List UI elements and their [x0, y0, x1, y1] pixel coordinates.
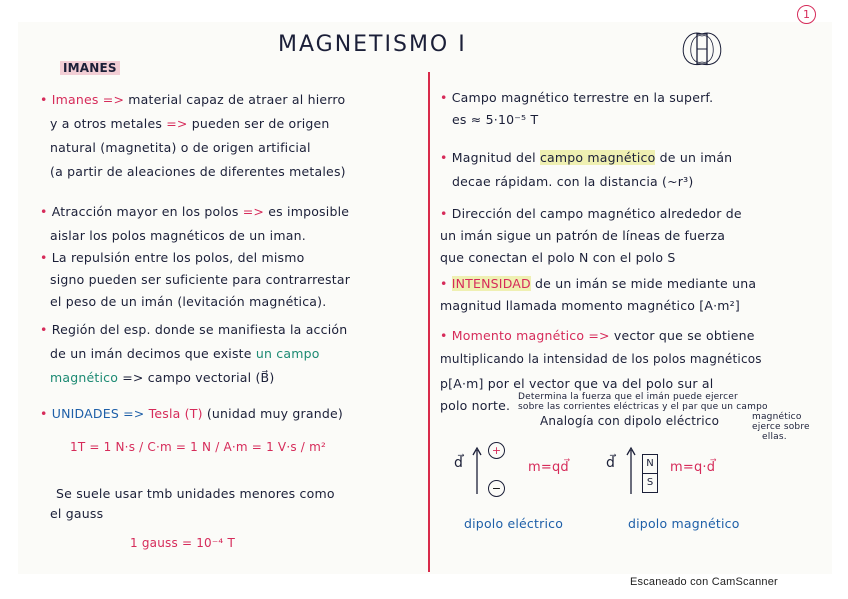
- right-b4-line1: • INTENSIDAD de un imán se mide mediante una: [440, 276, 757, 291]
- right-b3-line1: • Dirección del campo magnético alrededor de: [440, 206, 742, 221]
- scanner-watermark: Escaneado con CamScanner: [630, 576, 778, 588]
- left-b1-line4: (a partir de aleaciones de diferentes metales): [50, 164, 346, 179]
- column-divider: [428, 72, 430, 572]
- right-b1-line2: es ≈ 5·10⁻⁵ T: [452, 112, 539, 127]
- electric-dipole-d-label: d⃗: [454, 455, 464, 471]
- left-b1-line1: • Imanes => material capaz de atraer al hierro: [40, 92, 346, 107]
- magnet-south-pole: S: [642, 473, 658, 493]
- tesla-formula: 1T = 1 N·s / C·m = 1 N / A·m = 1 V·s / m²: [70, 440, 326, 454]
- right-b5-note3: magnético: [752, 412, 802, 422]
- right-b5-note2: sobre las corrientes eléctricas y el par que un campo: [518, 402, 768, 412]
- right-b5-line4: polo norte.: [440, 398, 511, 413]
- left-b5-line2: Se suele usar tmb unidades menores como: [56, 486, 335, 501]
- left-b3-line2: signo pueden ser suficiente para contrarrestar: [50, 272, 351, 287]
- right-b5-note5: ellas.: [762, 432, 787, 442]
- magnetic-dipole-d-label: d⃗: [606, 455, 616, 471]
- right-b5-note4: ejerce sobre: [752, 422, 810, 432]
- magnetic-dipole-equation: m=q·d⃗: [670, 460, 716, 475]
- left-b5-line1: • UNIDADES => Tesla (T) (unidad muy grande): [40, 406, 343, 421]
- right-b4-line2: magnitud llamada momento magnético [A·m²]: [440, 298, 740, 313]
- left-b3-line3: el peso de un imán (levitación magnética).: [50, 294, 327, 309]
- left-b4-line1: • Región del esp. donde se manifiesta la acción: [40, 322, 348, 337]
- left-b1-line3: natural (magnetita) o de origen artificial: [50, 140, 311, 155]
- electric-dipole-equation: m=qd⃗: [528, 460, 569, 475]
- negative-charge: −: [488, 480, 505, 497]
- analogy-heading: Analogía con dipolo eléctrico: [540, 414, 720, 428]
- left-b4-line2: de un imán decimos que existe un campo: [50, 346, 320, 361]
- left-b4-line3: magnético => campo vectorial (B⃗): [50, 370, 275, 385]
- electric-dipole-arrow: [470, 446, 484, 496]
- left-b2-line1: • Atracción mayor en los polos => es imposible: [40, 204, 350, 219]
- section-heading-imanes: IMANES: [60, 61, 120, 75]
- magnet-north-pole: N: [642, 454, 658, 474]
- right-b5-line2: multiplicando la intensidad de los polos magnéticos: [440, 352, 762, 366]
- right-b5-note1: Determina la fuerza que el imán puede ejercer: [518, 392, 738, 402]
- positive-charge: +: [488, 442, 505, 459]
- electric-dipole-caption: dipolo eléctrico: [464, 516, 564, 531]
- right-b5-line3: p[A·m] por el vector que va del polo sur al: [440, 376, 714, 391]
- right-b5-line1: • Momento magnético => vector que se obtiene: [440, 328, 755, 343]
- gauss-formula: 1 gauss = 10⁻⁴ T: [130, 536, 235, 550]
- right-b1-line1: • Campo magnético terrestre en la superf.: [440, 90, 714, 105]
- left-b5-line3: el gauss: [50, 506, 104, 521]
- left-b2-line2: aislar los polos magnéticos de un iman.: [50, 228, 306, 243]
- right-b3-line2: un imán sigue un patrón de líneas de fuerza: [440, 228, 726, 243]
- right-b3-line3: que conectan el polo N con el polo S: [440, 250, 676, 265]
- magnetic-dipole-arrow: [624, 446, 638, 496]
- left-b1-line2: y a otros metales => pueden ser de origen: [50, 116, 330, 131]
- magnet-field-sketch: [670, 24, 736, 76]
- left-b3-line1: • La repulsión entre los polos, del mismo: [40, 250, 305, 265]
- magnetic-dipole-caption: dipolo magnético: [628, 516, 740, 531]
- right-b2-line1: • Magnitud del campo magnético de un imán: [440, 150, 733, 165]
- page-number: 1: [797, 5, 816, 24]
- right-b2-line2: decae rápidam. con la distancia (~r³): [452, 174, 694, 189]
- page-title: MAGNETISMO I: [278, 32, 467, 57]
